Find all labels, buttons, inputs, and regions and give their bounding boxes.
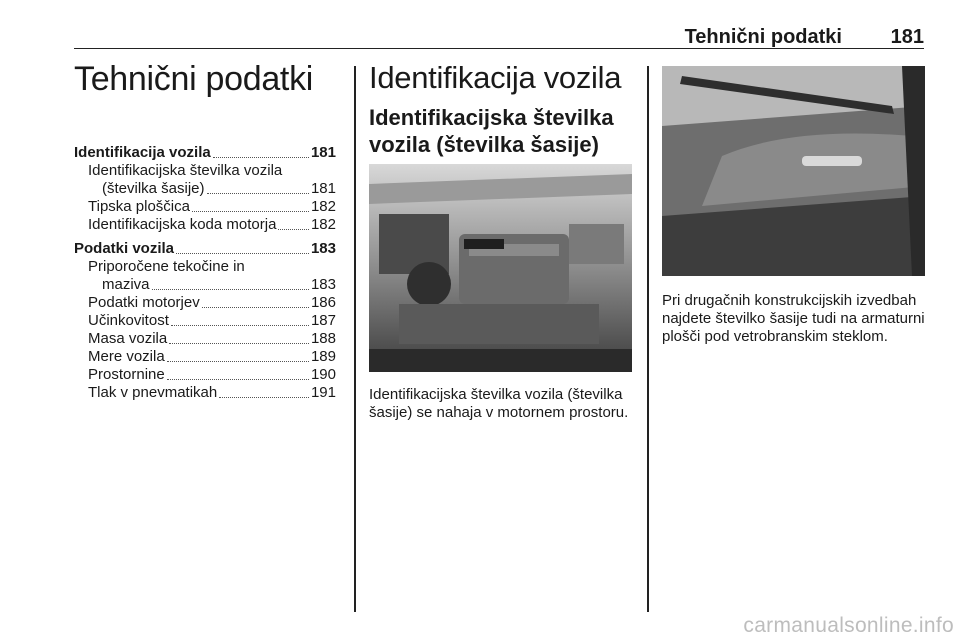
toc-leader (219, 397, 309, 398)
toc-label: Mere vozila (88, 348, 165, 365)
table-of-contents (74, 144, 336, 402)
page-header (74, 22, 924, 49)
toc-section[interactable] (74, 144, 336, 162)
section-title: Identifikacija vozila (369, 60, 622, 95)
toc-page-number: 187 (310, 312, 336, 329)
toc-leader (176, 253, 309, 254)
engine-bay-photo (369, 164, 632, 372)
toc-page-number: 183 (310, 240, 336, 257)
toc-label: Učinkovitost (88, 312, 169, 329)
toc-label: maziva (102, 276, 150, 293)
body-paragraph: Pri drugačnih konstrukcijskih izvedbah najdete številko šasije tudi na armaturni plošči pod vetrobranskim steklom. (662, 292, 925, 345)
toc-leader (192, 211, 309, 212)
toc-entry[interactable]: Identifikacijska številka vozila (88, 162, 283, 179)
toc-entry[interactable] (74, 276, 336, 294)
toc-page-number: 189 (310, 348, 336, 365)
toc-page-number: 190 (310, 366, 336, 383)
toc-leader (169, 343, 309, 344)
toc-leader (167, 361, 309, 362)
body-paragraph: Identifikacijska številka vozila (številka šasije) se nahaja v motornem prostoru. (369, 386, 629, 421)
toc-page-number: 182 (310, 216, 336, 233)
toc-section[interactable] (74, 240, 336, 258)
toc-label: Tlak v pnevmatikah (88, 384, 218, 401)
toc-page-number: 181 (310, 180, 336, 197)
watermark: carmanualsonline.info (743, 614, 954, 637)
toc-entry[interactable] (74, 366, 336, 384)
windshield-photo (662, 66, 925, 276)
toc-leader (213, 157, 309, 158)
toc-page-number: 188 (310, 330, 336, 347)
toc-label: Tipska ploščica (88, 198, 190, 215)
toc-entry[interactable] (74, 330, 336, 348)
toc-entry[interactable] (74, 384, 336, 402)
column-divider (647, 66, 649, 612)
page-number: 181 (890, 26, 924, 48)
toc-label: (številka šasije) (102, 180, 205, 197)
toc-entry[interactable] (74, 180, 336, 198)
toc-entry[interactable] (74, 348, 336, 366)
header-title: Tehnični podatki (684, 26, 842, 48)
toc-leader (171, 325, 309, 326)
toc-page-number: 191 (310, 384, 336, 401)
toc-entry[interactable] (74, 294, 336, 312)
toc-leader (167, 379, 309, 380)
toc-entry[interactable] (74, 198, 336, 216)
toc-leader (207, 193, 309, 194)
toc-label: Identifikacija vozila (74, 144, 211, 161)
toc-label: Podatki motorjev (88, 294, 200, 311)
subsection-title: Identifikacijska številka vozila (številka šasije) (369, 105, 614, 157)
toc-label: Identifikacijska koda motorja (88, 216, 277, 233)
toc-label: Prostornine (88, 366, 165, 383)
toc-leader (202, 307, 309, 308)
toc-entry[interactable] (74, 312, 336, 330)
toc-page-number: 186 (310, 294, 336, 311)
toc-page-number: 181 (310, 144, 336, 161)
toc-entry[interactable]: Priporočene tekočine in (88, 258, 245, 275)
toc-entry[interactable] (74, 216, 336, 234)
toc-page-number: 182 (310, 198, 336, 215)
toc-label: Masa vozila (88, 330, 168, 347)
column-divider (354, 66, 356, 612)
toc-label: Podatki vozila (74, 240, 175, 257)
chapter-title: Tehnični podatki (74, 60, 314, 98)
toc-leader (152, 289, 309, 290)
toc-page-number: 183 (310, 276, 336, 293)
toc-leader (278, 229, 309, 230)
